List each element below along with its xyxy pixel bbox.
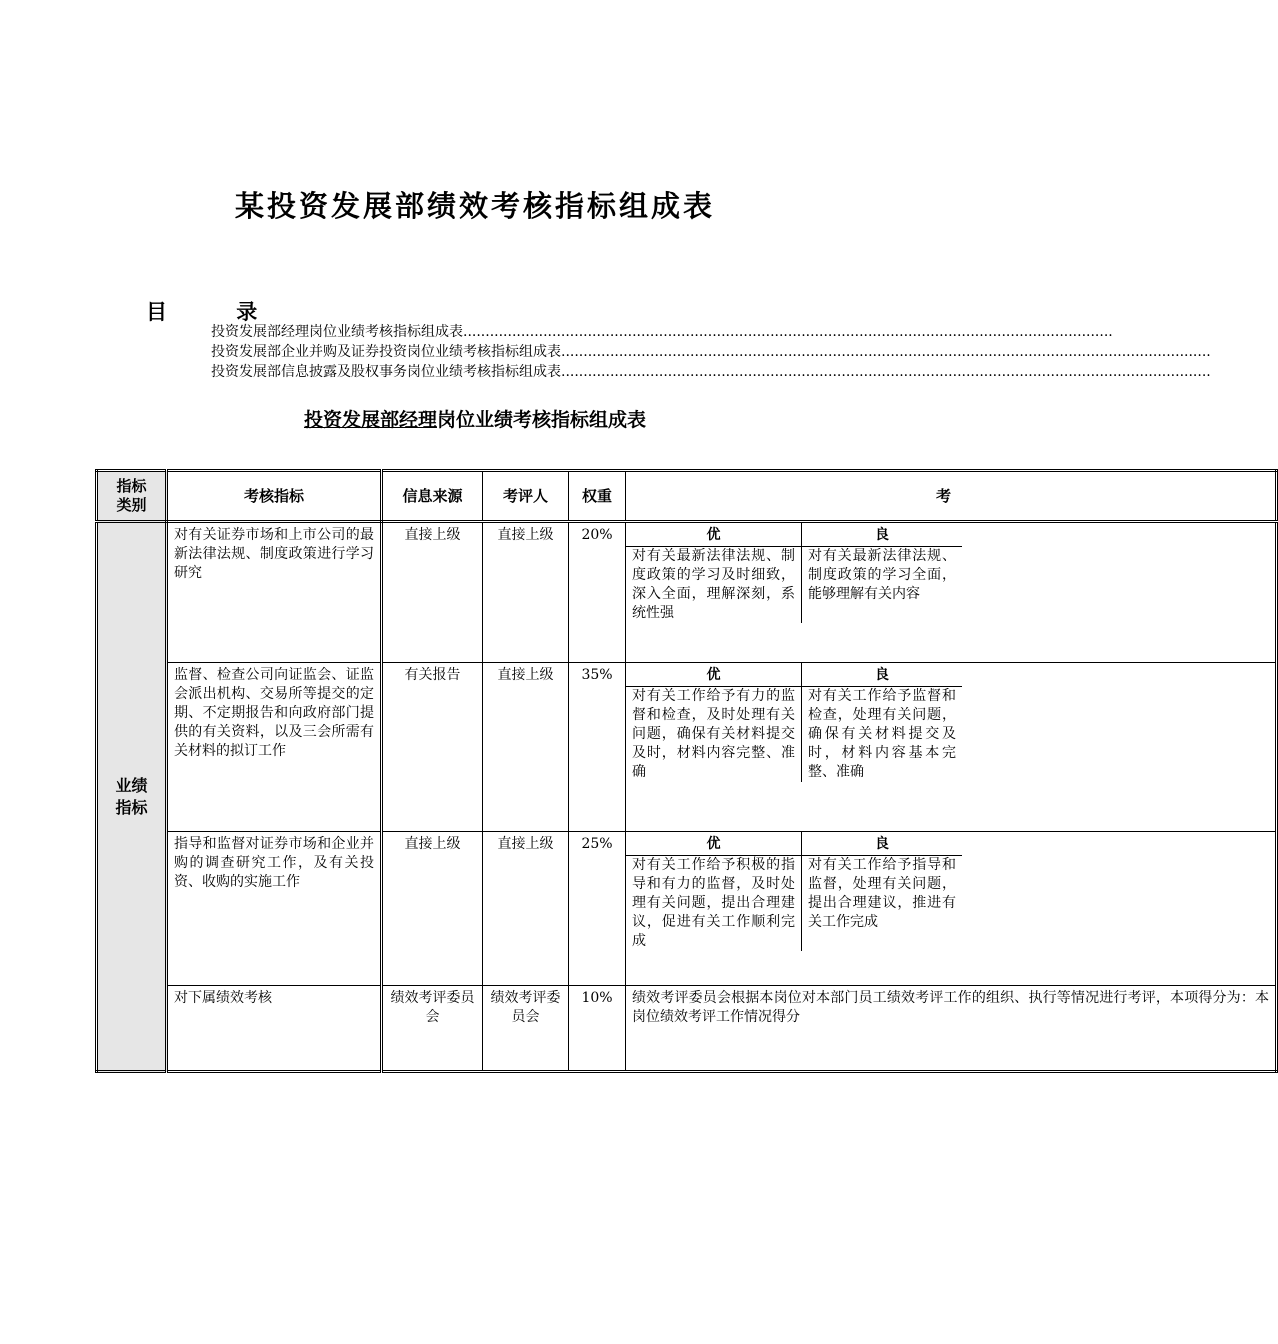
weight-cell: 25% xyxy=(569,832,626,986)
table-of-contents xyxy=(211,322,1211,382)
table-header-row xyxy=(97,471,1277,522)
source-cell: 直接上级 xyxy=(382,522,483,663)
section-title xyxy=(0,405,950,432)
weight-cell: 10% xyxy=(569,986,626,1072)
evaluator-cell: 直接上级 xyxy=(483,832,569,986)
indicator-cell: 指导和监督对证券市场和企业并购的调查研究工作，及有关投资、收购的实施工作 xyxy=(167,832,382,986)
criteria-cell: 绩效考评委员会根据本岗位对本部门员工绩效考评工作的组织、执行等情况进行考评，本项得分为：本岗位绩效考评工作情况得分 xyxy=(626,986,1277,1072)
indicator-cell: 监督、检查公司向证监会、证监会派出机构、交易所等提交的定期、不定期报告和向政府部门提供的有关资料，以及三会所需有关材料的拟订工作 xyxy=(167,663,382,832)
criteria-cell xyxy=(626,663,1277,832)
header-source: 信息来源 xyxy=(382,471,483,522)
header-indicator: 考核指标 xyxy=(167,471,382,522)
toc-entry-1[interactable]: 投资发展部经理岗位业绩考核指标组成表.................................................................................................................................................. xyxy=(211,324,1113,340)
weight-cell: 20% xyxy=(569,522,626,663)
grade-excellent: 优 对有关最新法律法规、制度政策的学习及时细致，深入全面，理解深刻，系统性强 xyxy=(626,523,802,623)
evaluator-cell: 绩效考评委员会 xyxy=(483,986,569,1072)
header-evaluator: 考评人 xyxy=(483,471,569,522)
source-cell: 绩效考评委员会 xyxy=(382,986,483,1072)
header-category: 指标类别 xyxy=(97,471,167,522)
toc-entry-3[interactable]: 投资发展部信息披露及股权事务岗位业绩考核指标组成表.................................................................................................................................................. xyxy=(211,364,1211,380)
indicator-cell: 对下属绩效考核 xyxy=(167,986,382,1072)
indicator-cell: 对有关证券市场和上市公司的最新法律法规、制度政策进行学习研究 xyxy=(167,522,382,663)
table-row xyxy=(97,986,1277,1072)
evaluator-cell: 直接上级 xyxy=(483,663,569,832)
evaluator-cell: 直接上级 xyxy=(483,522,569,663)
section-title-underlined: 投资发展部经理 xyxy=(303,409,437,431)
section-title-rest: 岗位业绩考核指标组成表 xyxy=(437,409,647,431)
grade-good: 良 对有关最新法律法规、制度政策的学习全面，能够理解有关内容 xyxy=(802,523,962,623)
header-criteria: 考 xyxy=(626,471,1277,522)
toc-heading: 目 录 xyxy=(146,300,280,324)
table-row xyxy=(97,663,1277,832)
toc-entry-2[interactable]: 投资发展部企业并购及证券投资岗位业绩考核指标组成表.................................................................................................................................................. xyxy=(211,344,1211,360)
criteria-cell xyxy=(626,832,1277,986)
weight-cell: 35% xyxy=(569,663,626,832)
table-row xyxy=(97,522,1277,663)
document-title: 某投资发展部绩效考核指标组成表 xyxy=(234,189,715,223)
grade-excellent: 优 对有关工作给予积极的指导和有力的监督，及时处理有关问题，提出合理建议，促进有关工作顺利完成 xyxy=(626,832,802,951)
kpi-table xyxy=(95,469,1278,1073)
table-row xyxy=(97,832,1277,986)
source-cell: 直接上级 xyxy=(382,832,483,986)
grade-excellent: 优 对有关工作给予有力的监督和检查，及时处理有关问题，确保有关材料提交及时，材料内容完整、准确 xyxy=(626,663,802,782)
grade-good: 良 对有关工作给予指导和监督，处理有关问题，提出合理建议，推进有关工作完成 xyxy=(802,832,962,951)
criteria-cell xyxy=(626,522,1277,663)
category-cell: 业绩指标 xyxy=(97,522,167,1072)
source-cell: 有关报告 xyxy=(382,663,483,832)
kpi-table-wrapper xyxy=(95,469,1269,1075)
header-weight: 权重 xyxy=(569,471,626,522)
grade-good: 良 对有关工作给予监督和检查，处理有关问题，确保有关材料提交及时，材料内容基本完整、准确 xyxy=(802,663,962,782)
